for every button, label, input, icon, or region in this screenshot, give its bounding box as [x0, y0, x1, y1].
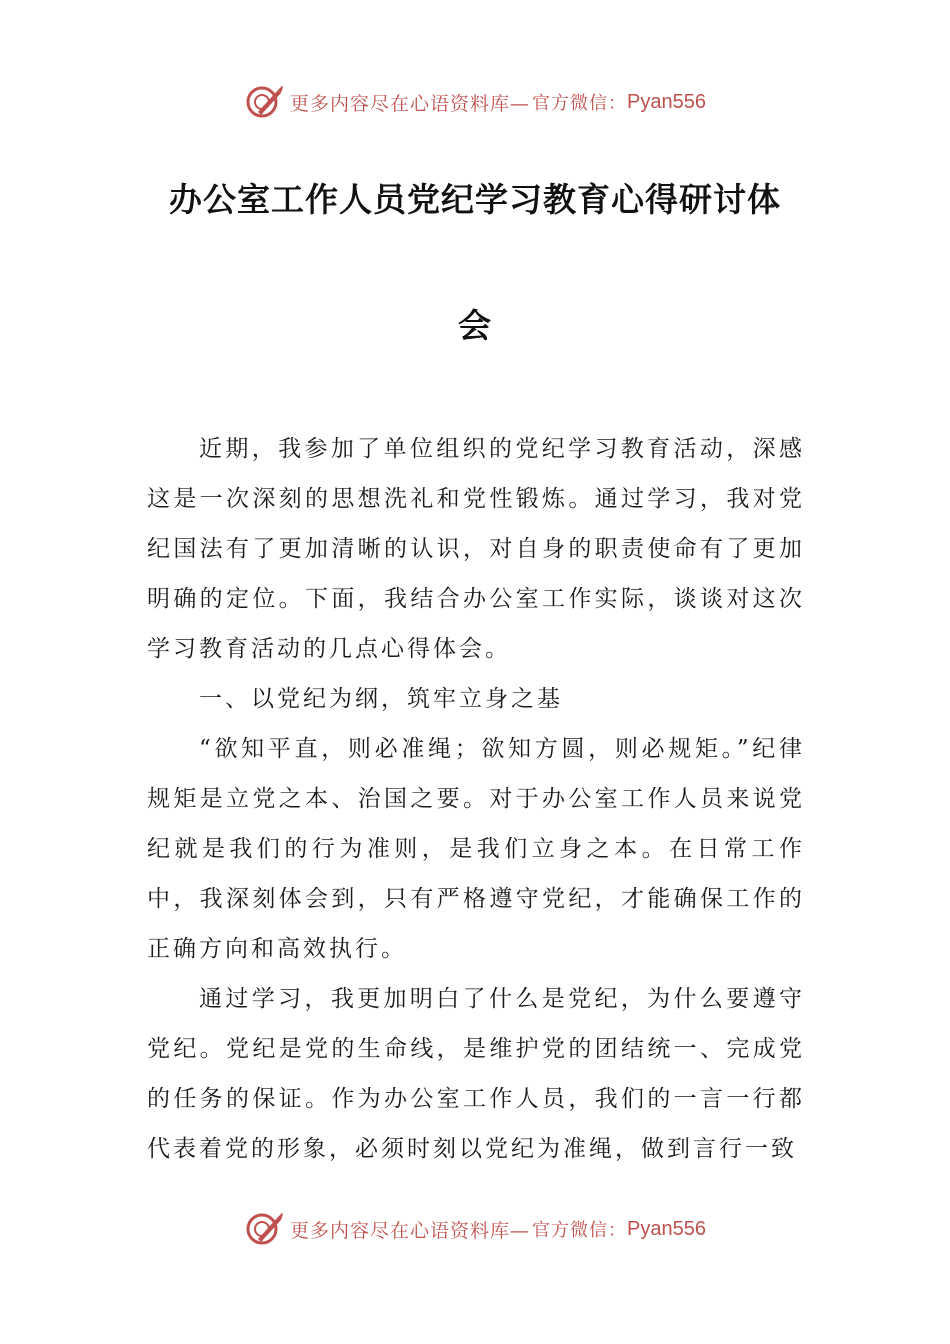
banner-text: 更多内容尽在心语资料库—: [290, 92, 531, 115]
section-heading: 一、以党纪为纲，筑牢立身之基: [199, 686, 563, 712]
document-body: [147, 424, 805, 1174]
pen-logo-icon: [244, 82, 284, 122]
pen-logo-icon: [244, 1209, 284, 1249]
wechat-label: 官方微信：: [532, 93, 628, 114]
header-banner: [0, 80, 950, 124]
footer-banner: [0, 1207, 950, 1251]
wechat-id: Pyan556: [627, 1217, 706, 1240]
paragraph: 近期，我参加了单位组织的党纪学习教育活动，深感这是一次深刻的思想洗礼和党性锻炼。通过学习，我对党纪国法有了更加清晰的认识，对自身的职责使命有了更加明确的定位。下面，我结合办公室工作实际，谈谈对这次学习教育活动的几点心得体会。: [147, 436, 805, 662]
document-title: 办公室工作人员党纪学习教育心得研讨体: [169, 180, 781, 219]
wechat-label: 官方微信：: [532, 1220, 628, 1241]
document-title-continued: 会: [458, 306, 492, 345]
paragraph: 通过学习，我更加明白了什么是党纪，为什么要遵守党纪。党纪是党的生命线，是维护党的团结统一、完成党的任务的保证。作为办公室工作人员，我们的一言一行都代表着党的形象，必须时刻以党纪为准绳，做到言行一致: [147, 986, 805, 1162]
paragraph: “欲知平直，则必准绳；欲知方圆，则必规矩。”纪律规矩是立党之本、治国之要。对于办公室工作人员来说党纪就是我们的行为准则，是我们立身之本。在日常工作中，我深刻体会到，只有严格遵守党纪，才能确保工作的正确方向和高效执行。: [147, 736, 805, 962]
wechat-id: Pyan556: [627, 90, 706, 113]
banner-text: 更多内容尽在心语资料库—: [290, 1219, 531, 1242]
